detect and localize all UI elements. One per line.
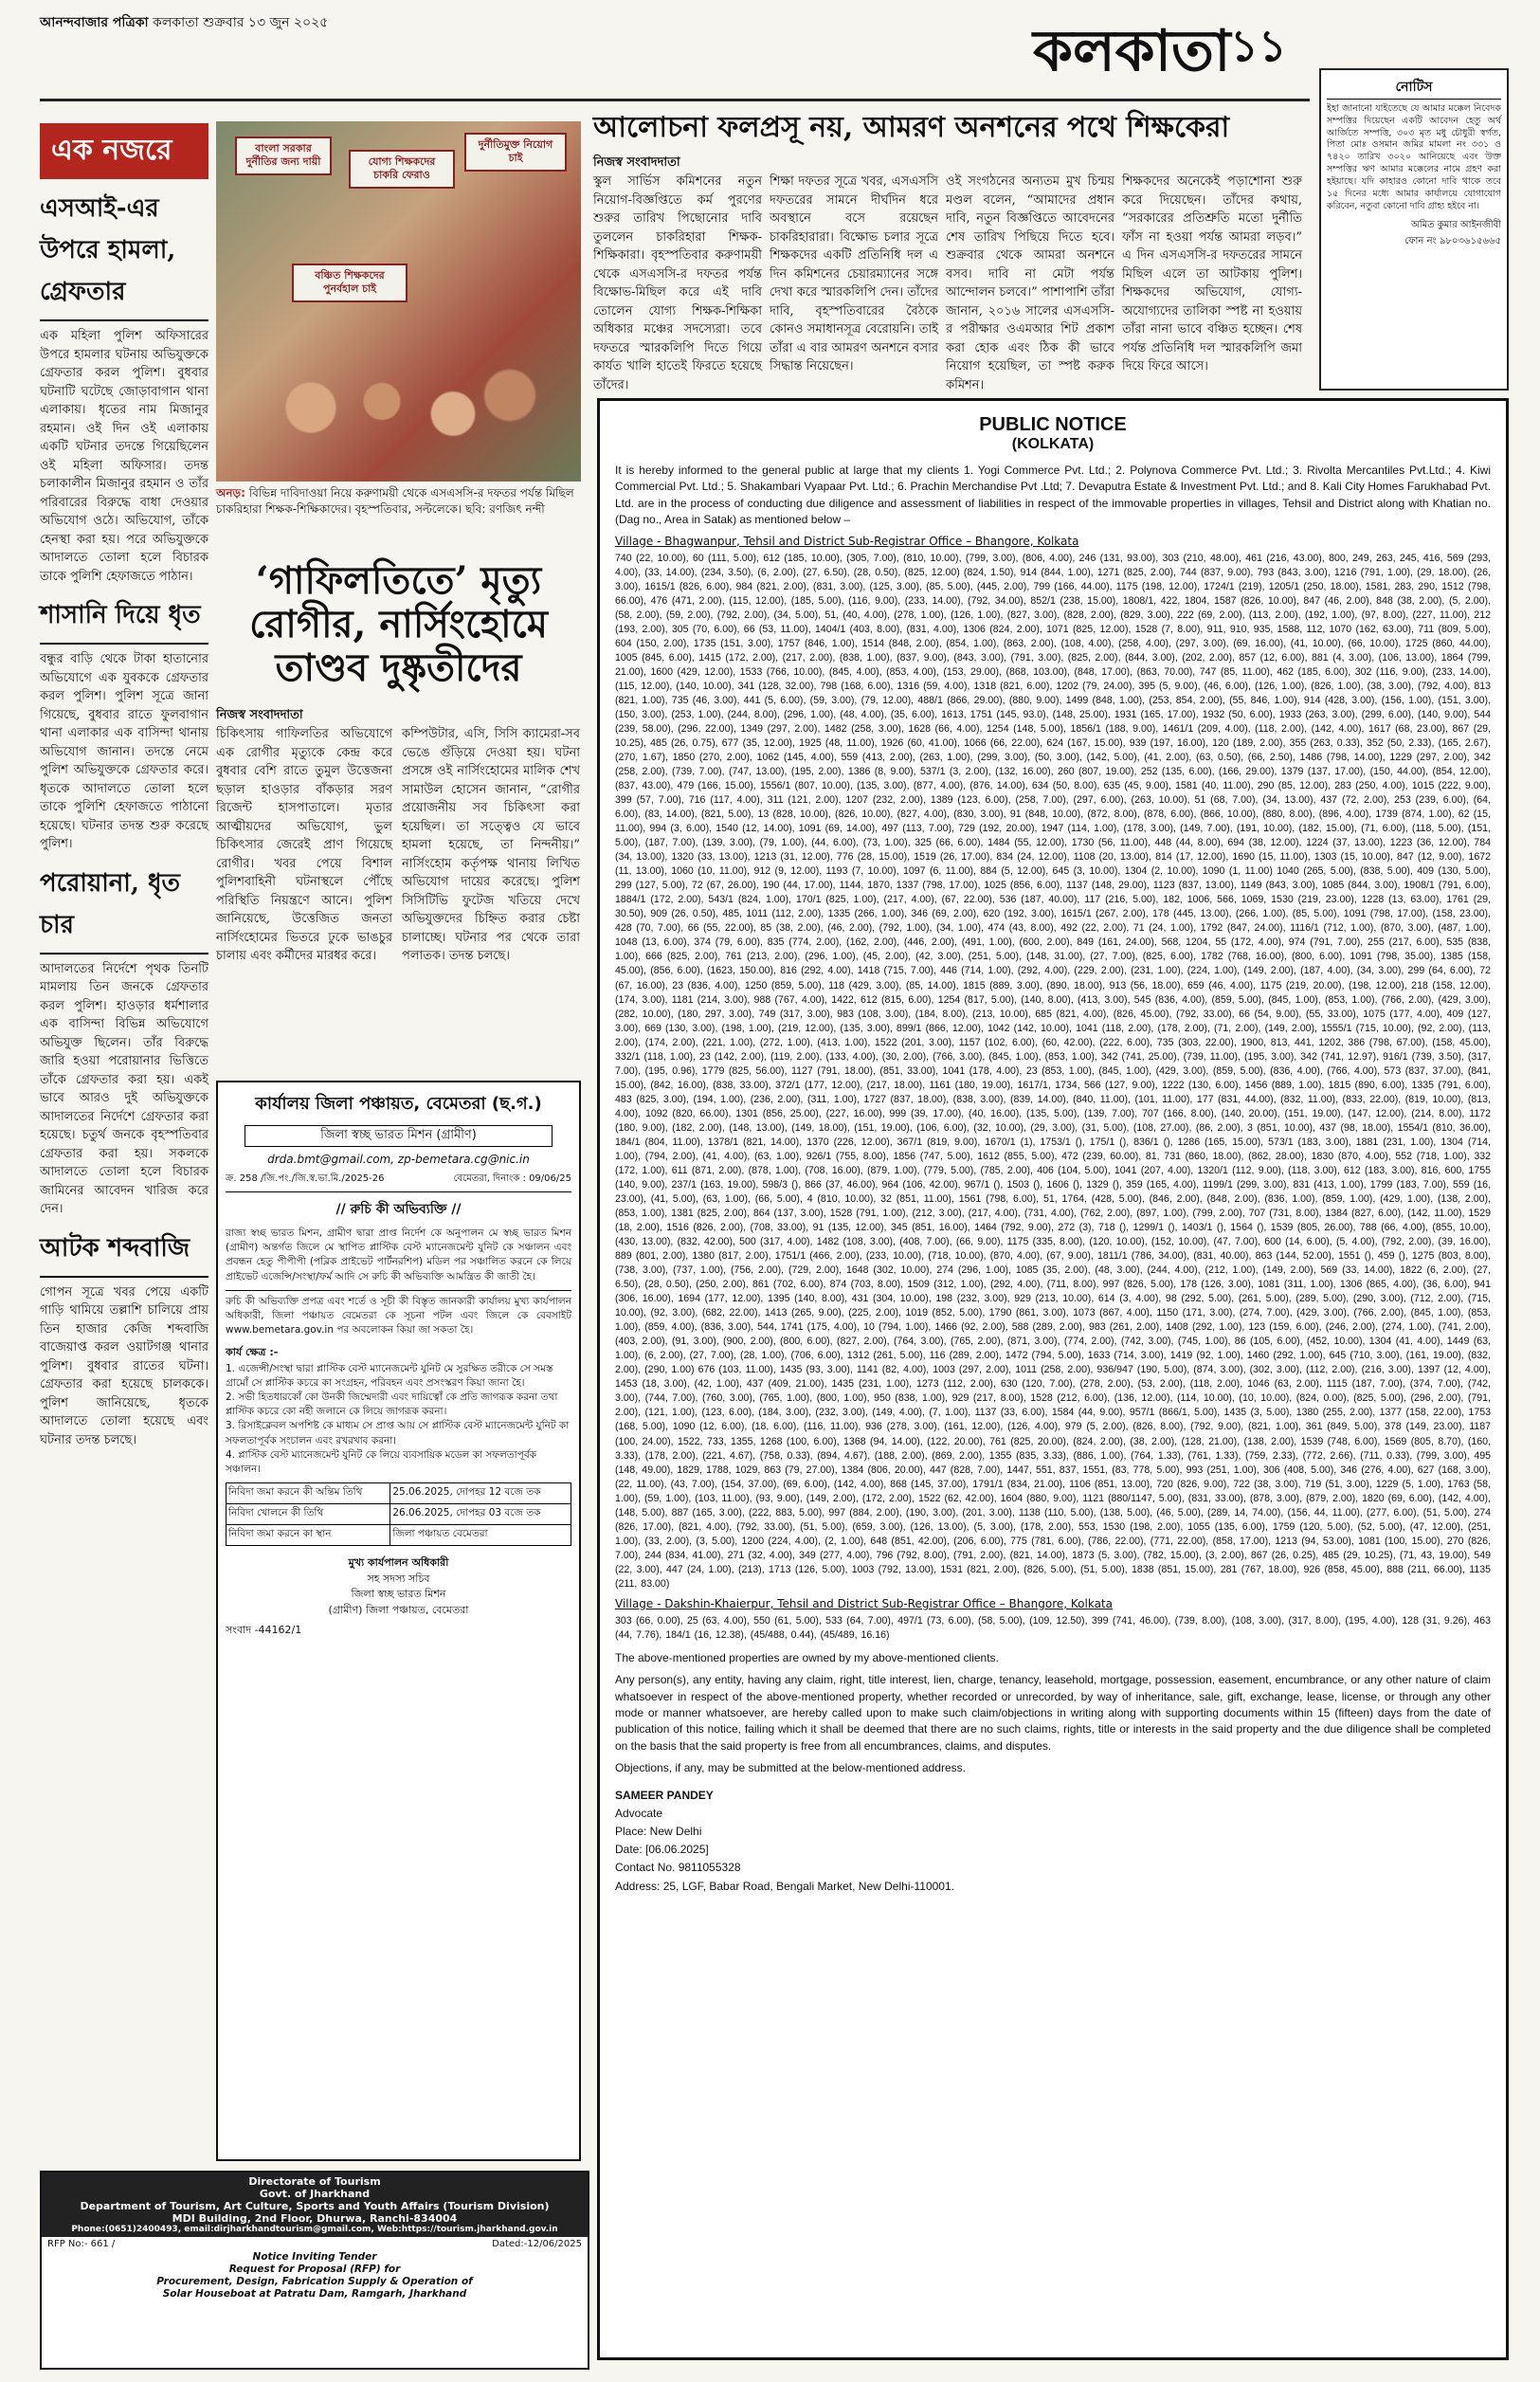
glance-body: বন্ধুর বাড়ি থেকে টাকা হাতানোর অভিযোগে এক যুবককে গ্রেফতার করল পুলিশ। পুলিশ সূত্রে জানা গিয়েছে, বুধবার রাতে ফুলবাগান থানা এলাকার এক বাসিন্দা থানায় অভিযোগ জানান। তদন্তে নেমে পুলিশ অভিযুক্তকে গ্রেফতার করে। ধৃতকে আদালতে তোলা হলে তাকে পুলিশি হেফাজতে পাঠানো হয়েছে। ঘটনার তদন্ত শুরু করেছে পুলিশ। — [40, 652, 208, 851]
cg-date-value: 25.06.2025, দোপহর 12 বজে তক — [390, 1483, 571, 1504]
date-text: কলকাতা শুক্রবার ১৩ জুন ২০২৫ — [153, 15, 329, 30]
date: Date: [06.06.2025] — [615, 1843, 709, 1857]
jh-title: Procurement, Design, Fabrication Supply & Operation of — [156, 2276, 473, 2288]
second-byline: নিজস্ব সংবাদদাতা — [216, 708, 303, 722]
notice-subtitle: (KOLKATA) — [1011, 436, 1095, 452]
cg-date-row — [226, 1525, 571, 1546]
cg-intro: রাজ্য স্বচ্ছ ভারত মিশন, গ্রামীণ দ্বারা প্রাপ্ত নির্দেশ কে অনুপালন মে স্বচ্ছ ভারত মিশন (গ্রামীণ) অন্তর্গত জিলে মে স্থাপিত প্লাস্টিক বেস্ট ম্যানেজমেন্ট যুনিট কে সঞ্চালন এবং প্রবন্ধন হেতু পীপীপী (পব্লিক প্রাইভেট পার্টনরশিপ) মডিল পর সঞ্চালিত করনে কে লিয়ে প্রাইভেট এজেন্সি/সংস্থা/ফর্ম আদি সে রুচি কী অভিব্যক্তি আমন্ত্রিত কী জাতী হৈ। — [226, 1227, 571, 1282]
jh-rfp-no: RFP No:- 661 / — [47, 2239, 116, 2249]
lead-headline: আলোচনা ফলপ্রসূ নয়, আমরণ অনশনের পথে শিক্ষকেরা — [593, 111, 1230, 144]
photo-caption — [216, 485, 581, 544]
cg-email: drda.bmt@gmail.com, zp-bemetara.cg@nic.in — [267, 1153, 530, 1166]
cg-site-note: রুচি কী অভিব্যক্তি প্রপত্র এবং শর্তে ও সূচী কী বিস্তৃত জানকারী কার্যালয় মুখ্য কার্যপালন অধিকারী, জিলা পঞ্চায়ত বেমেতরা কে সূচনা পটল এবং জিলে কে বেবসাইট www.bemetara.gov.in পর অবলোকন কিয়া জা সকতা হৈ। — [226, 1290, 571, 1338]
cg-office: কার্যালয় জিলা পঞ্চায়ত, বেমেতরা (ছ.গ.) — [255, 1094, 542, 1114]
jh-dept: Directorate of Tourism — [248, 2175, 381, 2188]
cg-work-item: 4. প্লাস্টিক বেস্ট ম্যানেজমেন্ট যুনিট কে লিয়ে ব্যবসায়িক মডেল কা সফলতাপূর্বক সঞ্চালন। — [226, 1448, 537, 1476]
jh-dept: MDI Building, 2nd Floor, Dhurwa, Ranchi-834004 — [172, 2212, 458, 2225]
small-notice-phone: ফোন নং ৯৮০৩৬১৫৬৬৫ — [1404, 236, 1501, 247]
notice-signature — [615, 1787, 1491, 1896]
notice-intro: It is hereby informed to the general public at large that my clients 1. Yogi Commerce Pvt. Ltd.; 2. Polynova Commerce Pvt. Ltd.; 3. Rivolta Mercantiles Pvt.Ltd.; 4. Kiwi Commercial Pvt. Ltd.; 5. Shakambari Vyapaar Pvt. Ltd.; 6. Prachin Merchandise Pvt .Ltd; 7. Devaputra Estate & Investment Pvt. Ltd.; and 8. Kali City Homes Farukhabad Pvt. Ltd. are in the process of conducting due diligence and assessment of liabilities in respect of the immovable properties in villages, Tehsil and District along with Khatian no. (Dag no., Area in Satak) as mentioned below – — [615, 464, 1491, 527]
small-notice — [1319, 68, 1509, 391]
signatory: SAMEER PANDEY — [615, 1788, 714, 1802]
designation: Advocate — [615, 1806, 663, 1820]
protest-photo — [216, 121, 581, 482]
second-headline-line: তাণ্ডব দুষ্কৃতীদের — [275, 646, 522, 690]
jh-tender-notice — [40, 2171, 589, 2370]
glance-headline: এসআই-এর উপরে হামলা, গ্রেফতার — [40, 189, 208, 321]
lead-column: শিক্ষা দফতর সূত্রে খবর, এসএসসি দফতরের সামনে দীর্ঘদিন ধরে অবস্থানে বসে রয়েছেন চাকরিহারারা। বিক্ষোভ চলার সূত্রে শিক্ষকদের একটি প্রতিনিধি দল এ দিন কমিশনের চেয়ারম্যানের সঙ্গে দেখা করে স্মারকলিপি দেন। তাঁদের দাবি, বৃহস্পতিবারের বৈঠকে কোনও সমাধানসূত্র বেরোয়নি। তাই তাঁরা এ বার আমরণ অনশনে বসার সিদ্ধান্ত নিয়েছেন। — [770, 174, 938, 373]
glance-body: আদালতের নির্দেশে পৃথক তিনটি মামলায় তিন জনকে গ্রেফতার করল পুলিশ। হাওড়ার ধর্মশালার এক বাসিন্দা বিভিন্ন অভিযোগে অভিযুক্ত ছিলেন। তাঁর বিরুদ্ধে জারি হওয়া পরোয়ানার ভিত্তিতে তাঁকে গ্রেফতার করা হয়। একই ভাবে আরও দুই অভিযুক্তকে আদালতের নির্দেশে গ্রেফতার করা হয়েছে। চতুর্থ জনকে বৃহস্পতিবার গ্রেফতার করা হয়। সকলকে আদালতে তোলা হলে বিচারক জামিনের আবেদন খারিজ করে দেন। — [40, 961, 208, 1216]
second-headline-line: ‘গাফিলতিতে’ মৃত্যু — [255, 558, 542, 603]
second-column: কম্পিউটার, এসি, সিসি ক্যামেরা-সব ভেঙে গুঁড়িয়ে দেওয়া হয়। ঘটনা প্রসঙ্গে ওই নার্সিংহোমের মালিক শেখ সামাউল হোসেন জানান, “রোগীর প্রয়োজনীয় সব চিকিৎসা করা হয়েছিল। তা সত্ত্বেও যে ভাবে হামলা হয়েছে, তা নিন্দনীয়।” নার্সিংহোম কর্তৃপক্ষ থানায় লিখিত অভিযোগ দায়ের করেছে। পুলিশ সিসিটিভি ফুটেজ খতিয়ে দেখে অভিযুক্তদের চিহ্নিত করার চেষ্টা চালাচ্ছে। ঘটনার পর থেকে তারা পলাতক। তদন্ত চলছে। — [402, 727, 580, 963]
small-notice-title: নোটিস — [1327, 76, 1501, 100]
notice-outro: Objections, if any, may be submitted at the below-mentioned address. — [615, 1761, 966, 1775]
cg-sub-office: জিলা স্বচ্ছ ভারত মিশন (গ্রামীণ) — [245, 1125, 553, 1147]
small-notice-signature: অমিত কুমার আইনজীবী — [1411, 220, 1501, 231]
glance-banner: এক নজরে — [40, 123, 208, 179]
jh-title: Solar Houseboat at Patratu Dam, Ramgarh, Jharkhand — [162, 2288, 467, 2300]
cg-date-value: জিলা পঞ্চায়ত বেমেতরা — [390, 1525, 571, 1546]
jh-rfp-date: Dated:-12/06/2025 — [492, 2239, 582, 2249]
cg-work-item: 2. সভী হিতধারকোঁ কো উনকী জিম্মেদারী এবং দায়িত্বোঁ কে প্রতি জাগরূক করনা তথা প্লাস্টিক কচরে কো নহী জলানে কে লিয়ে জাগরূক করনা। — [226, 1391, 558, 1418]
cg-signer: সহ সদস্য সচিব — [367, 1572, 430, 1585]
glance-headline: শাসানি দিয়ে ধৃত — [40, 595, 208, 645]
cg-ref: ক্র. 258 /জি.পং./জি.স্ব.ভা.মি./2025-26 — [226, 1173, 385, 1184]
caption-text: বিভিন্ন দাবিদাওয়া নিয়ে করুণাময়ী থেকে এসএসসি-র দফতর পর্যন্ত মিছিল চাকরিহারা শিক্ষক-শিক্ষিকাদের। বৃহস্পতিবার, সল্টলেকে। ছবি: রণজিৎ নন্দী — [216, 486, 574, 516]
date-line — [40, 11, 328, 34]
glance-body: গোপন সূত্রে খবর পেয়ে একটি গাড়ি থামিয়ে তল্লাশি চালিয়ে প্রায় তিন হাজার কেজি শব্দবাজি বাজেয়াপ্ত করল ওয়াটগঞ্জ থানার পুলিশ। বুধবার রাতের ঘটনা। গ্রেফতার করা হয়েছে চালককে। পুলিশ জানিয়েছে, ধৃতকে আদালতে তোলা হয়েছে এবং ঘটনার তদন্ত চলছে। — [40, 1284, 208, 1447]
plot-list: 740 (22, 10.00), 60 (111, 5.00), 612 (185, 10.00), (305, 7.00), (810, 10.00), (799, 3.00), (806, 4.00), 246 (131, 93.00), 303 (210, 48.00), 461 (216, 43.00), 800, 249, 263, 245, 416, 569 (293, 4.00), (33, 14.00), (234, 3.50), (6, 2.00), (27, 6.50), (28, 0.50), (825, 12.00) (824, 1.50), 914 (844, 1.00), 1271 (825, 2.00), 744 (837, 9.00), 793 (843, 3.00), 1216 (791, 1.00), (29, 18.00), (26, 3.00), 1615/1 (826, 6.00), 984 (821, 2.00), (831, 3.00), (125, 3.00), (85, 5.00), (445, 2.00), 799 (166, 44.00), 1175 (198, 12.00), 1724/1 (219), 1205/1 (250, 18.00), 1581, 283, 290, 1512 (798, 66.00), 476 (471, 2.00), (115, 12.00), (185, 5.00), (116, 9.00), (233, 14.00), (792, 34.00), 852/1 (238, 15.00), 1808/1, 422, 1804, 1587 (826, 10.00), 847 (46, 2.00), 848 (38, 2.00), (5, 2.00), (58, 2.00), (59, 2.00), (792, 2.00), (34, 5.00), 51, (40, 4.00), (278, 1.00), (126, 1.00), (827, 3.00), (828, 2.00), (829, 3.00), 222 (69, 2.00), (113, 2.00), (192, 1.00), (97, 8.00), (227, 11.00), 212 (193, 2.00), 305 (70, 6.00), 66 (53, 11.00), 1404/1 (403, 8.00), (831, 4.00), 1306 (824, 2.00), 1071 (825, 12.00), 1528 (7, 8.00), 911, 910, 935, 1588, 112, 1070 (162, 63.00), 711 (809, 5.00), 604 (150, 2.00), 1735 (151, 3.00), 1757 (846, 1.00), 1514 (848, 2.00), (854, 1.00), (863, 2.00), (108, 4.00), (258, 4.00), (297, 3.00), (69, 16.00), (41, 10.00), (66, 10.00), 1725 (860, 44.00), 1005 (845, 6.00), 1415 (172, 2.00), (217, 2.00), (838, 1.00), (837, 9.00), (843, 3.00), (791, 3.00), (825, 2.00), (844, 3.00), (202, 2.00), 857 (12, 6.00), 881 (4, 3.00), (106, 13.00), 1864 (799, 21.00), 1600 (429, 12.00), 1533 (766, 10.00), (845, 4.00), (853, 4.00), (153, 29.00), (868, 103.00), (848, 17.00), (863, 70.00), 747 (85, 11.00), 462 (185, 6.00), 302 (116, 9.00), (233, 14.00), (115, 12.00), (140, 10.00), 341 (128, 32.00), 798 (168, 6.00), 1316 (59, 4.00), 1318 (821, 6.00), 1202 (79, 24.00), 395 (5, 9.00), (46, 6.00), (126, 1.00), (826, 1.00), (38, 3.00), (792, 4.00), 813 (821, 1.00), 735 (46, 3.00), 441 (5, 6.00), (59, 3.00), (79, 12.00), 488/1 (866, 29.00), (880, 9.00), 1499 (848, 1.00), (253, 854, 2.00), (55, 846, 1.00), 914 (428, 3.00), (156, 1.00), (151, 3.00), (150, 3.00), (253, 1.00), (244, 8.00), (296, 1.00), (48, 4.00), (35, 6.00), 1613, 1751 (145, 93.0), (148, 25.00), 1931 (165, 17.00), 1932 (50, 6.00), 1933 (263, 3.00), (299, 6.00), (140, 9.00), 544 (239, 58.00), (296, 22.00), 1349 (297, 2.00), 1482 (258, 3.00), 1628 (66, 4.00), 1254 (148, 5.00), 1856/1 (188, 9.00), 1461/1 (209, 4.00), (118, 2.00), (142, 4.00), 1617 (68, 23.00), 867 (29, 10.25), 485 (26, 0.75), 677 (35, 12.00), 1925 (48, 11.00), 1926 (60, 41.00), 1066 (66, 22.00), 624 (167, 15.00), 939 (197, 16.00), 120 (189, 2.00), 355 (263, 0.33), 352 (50, 2.33), (165, 2.67), (270, 1.67), 1850 (270, 2.00), 1062 (145, 4.00), 559 (413, 2.00), (263, 1.00), (299, 3.00), (50, 3.00), (142, 5.00), (41, 2.00), (63, 0.50), (66, 2.50), 1486 (798, 14.00), 1229 (297, 2.00), 342 (258, 2.00), (739, 7.00), (747, 13.00), (195, 2.00), 1386 (8, 9.00), 537/1 (3, 2.00), (132, 16.00), 260 (807, 19.00), 252 (135, 6.00), (166, 29.00), 1379 (137, 17.00), (150, 44.00), (854, 12.00), (837, 43.00), 479 (166, 15.00), 1556/1 (807, 10.00), (135, 3.00), (877, 4.00), (876, 14.00), 634 (50, 8.00), 635 (45, 9.00), 1581 (40, 11.00), 290 (85, 12.00), 283 (250, 4.00), 1015 (222, 9.00), 399 (57, 7.00), 716 (117, 4.00), 311 (121, 2.00), 1207 (232, 2.00), 1389 (123, 6.00), (258, 7.00), (297, 6.00), (263, 10.00), 51 (68, 7.00), (34, 13.00), 437 (72, 2.00), 253 (239, 6.00), (64, 6.00), (83, 14.00), (821, 5.00), 13 (828, 10.00), (826, 10.00), (827, 4.00), (830, 3.00), 91 (848, 10.00), (872, 8.00), (878, 6.00), (866, 10.00), (880, 8.00), (896, 4.00), 1739 (874, 1.00), 62 (15, 11.00), 994 (3, 6.00), 1540 (12, 14.00), 1091 (69, 14.00), 497 (113, 7.00), 729 (192, 20.00), 1947 (114, 1.00), (178, 3.00), (149, 7.00), (191, 10.00), (182, 15.00), (71, 6.00), (118, 5.00), (151, 5.00), (187, 7.00), (139, 3.00), (79, 1.00), (44, 6.00), (73, 1.00), 325 (66, 6.00), 1484 (55, 12.00), 1730 (56, 11.00), 448 (44, 8.00), 694 (38, 12.00), 1224 (37, 13.00), 1223 (36, 12.00), 784 (34, 13.00), 1320 (33, 13.00), 1213 (31, 12.00), 776 (28, 15.00), 1519 (26, 17.00), 834 (24, 12.00), 1108 (20, 13.00), 814 (17, 12.00), 1690 (15, 11.00), 1303 (15, 10.00), 847 (12, 9.00), 1672 (11, 13.00), 1060 (10, 11.00), 912 (9, 12.00), 1193 (7, 10.00), 1097 (6, 11.00), 884 (5, 12.00), 645 (3, 10.00), 1304 (2, 10.00), 1090 (1, 11.00) 1040 (265, 5.00), (838, 5.00), 409 (130, 5.00), 299 (127, 5.00), 72 (67, 26.00), 190 (44, 17.00), 1144, 1870, 1337 (798, 17.00), 1025 (856, 6.00), 1137 (148, 29.00), 1123 (837, 13.00), 1149 (843, 3.00), 1085 (844, 3.00), 1908/1 (791, 6.00), 1884/1 (172, 2.00), 543/1 (824, 1.00), 170/1 (825, 1.00), (217, 4.00), (67, 22.00), 536 (187, 40.00), 117 (216, 5.00), 182, 1006, 566, 1069, 1530 (219, 23.00), 1228 (13, 63.00), 1761 (29, 30.50), 909 (26, 0.50), 485, 1011 (112, 2.00), 1335 (266, 1.00), 346 (69, 2.00), 620 (192, 3.00), 1615/1 (267, 2.00), 178 (445, 13.00), (266, 1.00), (85, 5.00), 1091 (798, 17.00), (158, 23.00), 428 (70, 7.00), 66 (55, 22.00), 85 (38, 2.00), (46, 2.00), (792, 1.00), (34, 1.00), 474 (43, 8.00), 492 (22, 2.00), 71 (24, 1.00), 1792 (847, 24.00), 1116/1 (712, 1.00), (870, 3.00), (487, 1.00), 1048 (13, 6.00), 374 (79, 6.00), 835 (774, 2.00), (162, 2.00), (446, 2.00), (491, 1.00), (600, 2.00), 849 (161, 24.00), 568, 1204, 55 (172, 4.00), 974 (791, 7.00), 255 (217, 6.00), 535 (838, 1.00), 666 (825, 2.00), 761 (213, 2.00), (296, 1.00), (45, 2.00), (42, 3.00), (251, 5.00), (148, 31.00), (27, 7.00), (825, 6.00), 1782 (768, 16.00), (800, 6.00), 1091 (798, 35.00), 1385 (158, 45.00), (856, 6.00), (1623, 150.00), 816 (292, 4.00), 1418 (715, 7.00), 446 (714, 1.00), (292, 4.00), (229, 2.00), (231, 1.00), (224, 1.00), (149, 2.00), (187, 4.00), (34, 3.00), 299 (64, 6.00), 72 (67, 16.00), 23 (836, 4.00), 1250 (859, 5.00), 118 (429, 3.00), (85, 14.00), 1815 (889, 3.00), (890, 18.00), 913 (56, 18.00), 659 (46, 4.00), 1175 (219, 20.00), (198, 12.00), 218 (158, 12.00), (174, 3.00), 1181 (214, 3.00), 988 (767, 4.00), 1422, 612 (815, 6.00), 1254 (817, 5.00), (140, 8.00), (413, 3.00), 545 (836, 4.00), (859, 5.00), (845, 1.00), (853, 1.00), (766, 2.00), (429, 3.00), (282, 10.00), (180, 297, 3.00), 749 (317, 3.00), 983 (108, 3.00), (184, 8.00), (213, 10.00), 685 (821, 4.00), (826, 45.00), (792, 33.00), 66 (54, 9.00), (55, 33.00), 1075 (177, 4.00), 409 (127, 3.00), 669 (130, 3.00), (198, 1.00), (219, 12.00), (135, 3.00), 899/1 (866, 12.00), 1042 (142, 10.00), 1041 (118, 2.00), (178, 2.00), (71, 2.00), (149, 2.00), 1555/1 (715, 10.00), (92, 2.00), (113, 2.00), (174, 2.00), (221, 1.00), (272, 1.00), (413, 1.00), 1522 (201, 3.00), 1157 (102, 6.00), (60, 42.00), (222, 6.00), 735 (303, 22.00), 1900, 813, 441, 1202, 386 (798, 67.00), (158, 45.00), 332/1 (118, 1.00), 23 (142, 2.00), (119, 2.00), (133, 4.00), (30, 2.00), (766, 3.00), (845, 1.00), (853, 1.00), 342 (741, 25.00), (739, 11.00), (195, 3.00), 342 (741, 12.97), 916/1 (739, 3.50), (317, 7.00), (195, 0.96), 1779 (825, 56.00), 1127 (791, 18.00), (851, 33.00), 1041 (178, 4.00), 23 (853, 1.00), (845, 1.00), (429, 3.00), (859, 5.00), (836, 4.00), (766, 4.00), 573 (837, 37.00), (841, 15.00), (842, 16.00), (838, 33.00), 372/1 (177, 12.00), (217, 18.00), 1161 (180, 19.00), 1617/1, 1734, 566 (127, 9.00), 1222 (130, 6.00), 1456 (889, 1.00), 1815 (890, 6.00), 1335 (791, 6.00), 483 (825, 3.00), (194, 1.00), (236, 2.00), (311, 1.00), 1727 (837, 18.00), (838, 3.00), (839, 14.00), (840, 11.00), (101, 11.00), 177 (831, 44.00), (832, 11.00), (833, 22.00), (819, 10.00), (813, 4.00), 1092 (820, 66.00), 1301 (856, 25.00), (227, 16.00), 999 (39, 17.00), (40, 16.00), (135, 5.00), (139, 7.00), 707 (166, 8.00), (140, 20.00), (151, 19.00), (147, 12.00), (214, 8.00), 1172 (180, 9.00), (182, 2.00), (148, 13.00), (149, 18.00), (151, 19.00), (106, 6.00), (32, 10.00), (29, 3.00), (31, 5.00), (108, 27.00), (86, 2.00), 3 (851, 10.00), 437 (98, 18.00), 1554/1 (810, 36.00), 184/1 (804, 11.00), 1378/1 (821, 14.00), 1370 (226, 12.00), 367/1 (819, 9.00), 1670/1 (1), 1753/1 (), 175/1 (), 836/1 (), 1286 (165, 15.00), 573/1 (183, 3.00), 1881 (231, 1.00), 1304 (714, 1.00), (794, 2.00), (41, 4.00), (63, 1.00), 926/1 (755, 8.00), 1856 (747, 5.00), 1612 (855, 5.00), 472 (239, 60.00), 81, 731 (860, 18.00), (862, 28.00), 1830 (870, 4.00), 552 (718, 1.00), 332 (172, 1.00), 611 (871, 2.00), (878, 1.00), (708, 16.00), (879, 1.00), (779, 5.00), (785, 2.00), 406 (104, 5.00), 1041 (207, 4.00), 1320/1 (112, 9.00), (118, 3.00), 612 (183, 3.00), 816, 600, 1755 (140, 9.00), 237/1 (163, 19.00), 598/3 (), 866 (37, 46.00), 964 (106, 42.00), 967/1 (), 1503 (), 1606 (), 1329 (), 359 (165, 4.00), 1199/1 (299, 3.00), 831 (413, 1.00), 1799 (183, 7.00), 559 (16, 23.00), (41, 5.00), (63, 1.00), (66, 5.00), 4 (810, 10.00), 32 (851, 11.00), 1561 (798, 6.00), 51, 1764, (428, 5.00), (846, 2.00), (848, 2.00), (836, 1.00), (859, 1.00), (429, 1.00), (138, 2.00), (853, 1.00), 1381 (825, 2.00), 864 (137, 3.00), 1528 (791, 1.00), (212, 3.00), (217, 4.00), (731, 4.00), (762, 2.00), (897, 1.00), (799, 2.00), 707 (731, 8.00), 1384 (827, 6.00), (142, 11.00), 1529 (18, 2.00), 1516 (826, 2.00), (708, 33.00), 91 (135, 12.00), 345 (851, 16.00), 1464 (792, 9.00), 272 (3), 718 (), 1299/1 (), 1403/1 (), 1564 (), 1539 (805, 26.00), 788 (66, 4.00), (855, 10.00), (430, 13.00), (832, 42.00), 500 (317, 4.00), 1482 (108, 3.00), (408, 7.00), (66, 9.00), 1175 (335, 8.00), (120, 10.00), (152, 10.00), (47, 7.00), 600 (14, 6.00), (5, 4.00), (792, 2.00), (39, 16.00), 889 (801, 2.00), 1380 (817, 2.00), 1751/1 (466, 2.00), (233, 10.00), (718, 10.00), (870, 4.00), (67, 9.00), 1811/1 (786, 34.00), (831, 40.00), 863 (144, 52.00), 1551 (), 459 (), 1275 (803, 8.00), (738, 3.00), (737, 1.00), (756, 2.00), (729, 2.00), 1648 (302, 10.00), 274 (296, 1.00), 1085 (35, 2.00), (48, 3.00), (244, 4.00), (212, 1.00), (149, 2.00), 569 (33, 14.00), 1822 (6, 2.00), (27, 6.50), (28, 0.50), (250, 2.00), 861 (702, 6.00), 874 (703, 8.00), 1509 (312, 1.00), (292, 4.00), (711, 8.00), 997 (826, 5.00), 178 (126, 3.00), 1081 (311, 1.00), 1306 (865, 4.00), (36, 6.00), 941 (306, 16.00), 1694 (177, 12.00), 1395 (140, 8.00), 431 (304, 10.00), 198 (232, 3.00), 929 (213, 10.00), 614 (3, 4.00), 98 (292, 5.00), (261, 5.00), (289, 5.00), (290, 3.00), (712, 2.00), (715, 10.00), (92, 3.00), (682, 22.00), 1413 (265, 9.00), (225, 2.00), 1019 (852, 5.00), 1790 (861, 3.00), 1073 (867, 4.00), 1150 (171, 3.00), (274, 7.00), (429, 3.00), (766, 2.00), (845, 1.00), (853, 1.00), (859, 4.00), (836, 3.00), 544, 1741 (175, 4.00), 10 (794, 1.00), 1466 (92, 2.00), 588 (289, 2.00), 983 (261, 2.00), 1408 (292, 1.00), 123 (159, 6.00), (246, 2.00), (274, 1.00), (741, 2.00), (403, 2.00), (91, 3.00), (900, 2.00), (800, 6.00), (827, 2.00), (764, 3.00), (765, 2.00), (871, 3.00), (774, 2.00), (742, 3.00), (745, 1.00), 86 (105, 6.00), (452, 10.00), 1304 (41, 4.00), 1449 (63, 1.00), (6, 2.00), (27, 7.00), (28, 1.00), (706, 6.00), 1312 (261, 5.00), 116 (289, 2.00), 1472 (794, 5.00), 1633 (714, 3.00), 1419 (92, 1.00), 1460 (292, 1.00), 645 (710, 3.00), (161, 19.00), (832, 2.00), (290, 1.00) 676 (103, 11.00), 1435 (93, 3.00), 1141 (82, 4.00), 1003 (297, 2.00), 1011 (258, 2.00), 936/947 (190, 5.00), (874, 3.00), (302, 3.00), (112, 2.00), (216, 3.00), 1397 (12, 4.00), 1453 (18, 3.00), (42, 1.00), 437 (409, 21.00), 1435 (231, 1.00), 1273 (112, 2.00), 630 (120, 7.00), (278, 2.00), (53, 2.00), (118, 2.00), 1046 (63, 2.00), 1115 (187, 7.00), (374, 7.00), (742, 3.00), (744, 7.00), (760, 3.00), (765, 1.00), (800, 1.00), 950 (838, 1.00), 929 (217, 8.00), 1528 (212, 6.00), (136, 12.00), (114, 10.00), (10, 10.00), (824, 0.00), (825, 5.00), (296, 2.00), (791, 2.00), (121, 1.00), (123, 6.00), (184, 3.00), (232, 3.00), (149, 4.00), (7, 1.00), 1137 (33, 6.00), 1584 (44, 9.00), 957/1 (866/1, 5.00), 1435 (3, 5.00), 1380 (255, 2.00), 1377 (158, 22.00), 1753 (168, 5.00), 1090 (12, 6.00), (18, 6.00), (116, 11.00), 936 (278, 3.00), (161, 12.00), (126, 4.00), 979 (5, 2.00), (826, 8.00), (792, 9.00), (821, 1.00), 361 (849, 5.00), 378 (149, 23.00), 1187 (100, 24.00), 1522, 733, 1355, 1268 (100, 6.00), 1368 (94, 14.00), (122, 20.00), 761 (825, 20.00), (824, 2.00), (38, 2.00), (128, 21.00), (138, 2.00), 1539 (748, 6.00), 1569 (805, 8.70), (160, 3.33), (178, 2.00), (221, 4.67), (758, 0.33), (894, 4.67), (188, 2.00), (869, 2.00), 1355 (835, 3.33), (886, 1.00), (764, 1.33), (761, 1.33), (759, 2.33), (772, 2.66), (711, 0.33), (799, 3.00), 495 (148, 49.00), 1829, 1788, 1029, 863 (79, 27.00), 1384 (806, 20.00), 447 (828, 7.00), 1447, 551, 837, 1551, (83, 778, 5.00), 993 (251, 1.00), 306 (408, 5.00), 346 (276, 4.00), 627 (168, 3.00), (22, 11.00), (43, 7.00), (154, 37.00), (69, 6.00), (142, 4.00), 868 (145, 37.00), 1791/1 (834, 21.00), 1106 (851, 13.00), 720 (826, 9.00), 722 (38, 3.00), 719 (51, 3.00), 1229 (5, 1.00), 1763 (58, 1.00), (59, 1.00), (103, 11.00), (93, 9.00), (149, 2.00), (172, 2.00), 1522 (62, 42.00), 1604 (880, 9.00), 1121 (880/1147, 5.00), (831, 33.00), (878, 3.00), (879, 2.00), 1820 (69, 6.00), (142, 4.00), (148, 5.00), 887 (165, 3.00), (222, 883, 5.00), 997 (884, 2.00), (190, 3.00), (201, 3.00), 1138 (110, 5.00), (138, 5.00), (46, 5.00), (289, 14, 74.00), (156, 44, 11.00), (277, 6.00), (51, 5.00), 274 (826, 17.00), (821, 4.00), (792, 33.00), (51, 5.00), (659, 3.00), (126, 13.00), (5, 3.00), (178, 2.00), 553, 1530 (198, 2.00), 1055 (135, 6.00), 1759 (120, 5.00), (52, 5.00), (47, 12.00), (251, 1.00), (33, 2.00), (3, 5.00), 1200 (224, 4.00), (2, 1.00), 648 (851, 42.00), (206, 6.00), 775 (781, 6.00), (786, 22.00), (771, 22.00), (858, 17.00), 1213 (94, 53.00), 1081 (100, 15.00), 270 (826, 7.00), 244 (834, 41.00), 271 (32, 4.00), 349 (277, 4.00), 796 (792, 8.00), (791, 2.00), (821, 14.00), 1873 (5, 3.00), (782, 15.00), (3, 2.00), 867 (26, 0.25), 485 (29, 10.25), (71, 43, 19.00), 549 (22, 3.00), 447 (24, 1.00), (213), 1713 (126, 5.00), 1003 (792, 13.00), 1531 (821, 2.00), (826, 5.00), (51, 5.00), 1838 (851, 15.00), 281 (767, 18.00), 926 (858, 45.00), 888 (211, 66.00), 1135 (211, 83.00) — [615, 552, 1491, 1590]
jh-dept: Department of Tourism, Art Culture, Sports and Youth Affairs (Tourism Division) — [80, 2200, 550, 2212]
cg-signer: জিলা স্বচ্ছ ভারত মিশন — [351, 1588, 446, 1601]
cg-date-label: নিবিদা জমা করনে কী অন্তিম তিথি — [226, 1483, 390, 1504]
address: Address: 25, LGF, Babar Road, Bengali Market, New Delhi-110001. — [615, 1879, 954, 1893]
jh-ref-row — [42, 2237, 588, 2251]
notice-outro: The above-mentioned properties are owned by my above-mentioned clients. — [615, 1650, 999, 1664]
cg-dated: বেমেতরা, দিনাংক : 09/06/25 — [453, 1173, 571, 1184]
lead-column: স্কুল সার্ভিস কমিশনের নতুন নিয়োগ-বিজ্ঞপ্তিতে কর্ম পুরণের শুরুর তারিখ পিছোনোর দাবি তুললেন চাকরিহারা শিক্ষক-শিক্ষিকারা। বৃহস্পতিবার করুণাময়ী থেকে এসএসসি-র দফতর পর্যন্ত বিক্ষোভ-মিছিল করে এই দাবি তোলেন যোগ্য শিক্ষক-শিক্ষিকা অধিকার মঞ্চের সদস্যেরা। তবে দফতরে স্মারকলিপি দিতে গিয়ে কার্যত খালি হাতেই ফিরতে হয়েছে তাঁদের। — [593, 174, 762, 392]
jh-dept: Phone:(0651)2400493, email:dirjharkhandtourism@gmail.com, Web:https://tourism.jharkhand.gov.in — [71, 2225, 558, 2234]
masthead-rule — [40, 99, 1310, 101]
lead-byline: নিজস্ব সংবাদদাতা — [593, 155, 680, 170]
cg-dates-table — [226, 1482, 571, 1546]
cg-work-label: কার্য ক্ষেত্র :- — [226, 1345, 279, 1358]
crowd-shape — [254, 358, 538, 482]
small-notice-body: ইহা জানানো যাইতেছে যে আমার মক্কেল নিবেদক সম্পত্তির দিয়েছেন একটি আবেদন হেতু অর্থ আর্জিতে সম্পত্তি, ৩০৩ মৃত মধু চৌধুরী স্বর্গত, পিতা মোঃ ওসমান জমির মামলা নং ৩৩১ ও ৭৪২০ তারিখ ৩০২০ আনিয়েছে এবং উক্ত সম্পত্তির ঋণ আমার মক্কেলের নামে গ্রহণ করা হইয়াছে। যদি কাহারও কোনো দাবি থাকে তবে ১৫ দিনের মধ্যে আমার কার্যালয়ে যোগাযোগ করিবেন, নতুবা কোনো দাবি গ্রাহ্য হইবে না। — [1327, 103, 1501, 211]
cg-tender-notice — [216, 1081, 581, 2161]
second-headline — [216, 559, 581, 690]
cg-date-label: নিবিদা খোলনে কী তিথি — [226, 1504, 390, 1525]
placard: যোগ্য শিক্ষকদের চাকরি ফেরাও — [349, 150, 455, 189]
notice-title: PUBLIC NOTICE — [979, 414, 1127, 435]
place: Place: New Delhi — [615, 1825, 702, 1839]
placard: বাংলা সরকার দুর্নীতির জন্য দায়ী — [235, 136, 332, 175]
cg-date-row — [226, 1483, 571, 1504]
village-label: Village - Dakshin-Khaierpur, Tehsil and District Sub-Registrar Office – Bhangore, Kolkata — [615, 1596, 1113, 1610]
cg-date-value: 26.06.2025, দোপহর 03 বজে তক — [390, 1504, 571, 1525]
cg-signer: মুখ্য কার্যপালন অধিকারী — [348, 1556, 449, 1570]
jh-header — [42, 2173, 588, 2237]
cg-date-label: নিবিদা জমা করনে কা স্থান — [226, 1525, 390, 1546]
cg-code: সংবাদ -44162/1 — [226, 1624, 302, 1637]
section-title: কলকাতা — [1033, 18, 1231, 84]
lead-column: শিক্ষকদের অনেকেই পড়াশোনা শুরু করে দিয়েছেন। তাঁদের কথায়, “সরকারের প্রতিশ্রুতি মতো দুর্নীতি ফাঁস না হওয়া পর্যন্ত আমরা লড়ব।” এ দিন এসএসসি-র দফতরের সামনে মিছিল এলে তা আটকায় পুলিশ। শিক্ষকদের অভিযোগ, যোগ্য-অযোগ্যদের তালিকা স্পষ্ট না হওয়ায় তাঁরা নানা ভাবে বঞ্চিত হচ্ছেন। শেষ পর্যন্ত প্রতিনিধি দল স্মারকলিপি জমা দিয়ে ফিরে আসে। — [1122, 174, 1302, 373]
cg-work-item: 1. এজেন্সী/সংস্থা দ্বারা প্লাস্টিক বেস্ট ম্যানেজমেন্ট যুনিট মে সুরক্ষিত তরীকে সে সমস্ত গ্রামোঁ সে প্লাস্টিক কচরে কা সংগ্রহন, পরিবহন এবং প্রসংস্করণ কিয়া জানা হৈ। — [226, 1362, 553, 1389]
cg-ref-row — [226, 1172, 571, 1192]
jh-title-block — [42, 2251, 588, 2301]
second-column: চিকিৎসায় গাফিলতির অভিযোগে এক রোগীর মৃত্যুকে কেন্দ্র করে বুধবার বেশি রাতে তুমুল উত্তেজনা ছড়াল হাওড়ার বাঁকড়ার সরণ রিজেন্ট হাসপাতালে। মৃতার আত্মীয়দের অভিযোগ, ভুল চিকিৎসার জেরেই প্রাণ গিয়েছে রোগীর। খবর পেয়ে বিশাল পুলিশবাহিনী ঘটনাস্থলে পৌঁছে পরিস্থিতি নিয়ন্ত্রণে আনে। পুলিশ জানিয়েছে, উত্তেজিত জনতা নার্সিংহোমের ভিতরে ঢুকে ভাঙচুর চালায় এবং কর্মীদের মারধর করে। — [216, 727, 392, 963]
cg-signature-block — [226, 1555, 571, 1618]
placard: দুর্নীতিমুক্ত নিয়োগ চাই — [464, 133, 567, 172]
caption-label: অনড়: — [216, 486, 245, 500]
jh-dept: Govt. of Jharkhand — [259, 2188, 371, 2200]
second-headline-line: রোগীর, নার্সিংহোমে — [249, 602, 548, 646]
at-a-glance-column — [40, 123, 208, 2166]
jh-title: Request for Proposal (RFP) for — [228, 2264, 401, 2276]
jh-title: Notice Inviting Tender — [252, 2251, 377, 2263]
cg-signer: (গ্রামীণ) জিলা পঞ্চায়ত, বেমেতরা — [328, 1603, 469, 1616]
public-notice — [597, 398, 1509, 2360]
cg-heading: // রুচি কী অভিব্যক্তি // — [335, 1202, 462, 1217]
glance-headline: আটক শব্দবাজি — [40, 1228, 208, 1278]
cg-date-row — [226, 1504, 571, 1525]
contact: Contact No. 9811055328 — [615, 1861, 741, 1875]
glance-body: এক মহিলা পুলিশ অফিসারের উপরে হামলার ঘটনায় অভিযুক্তকে গ্রেফতার করল পুলিশ। বুধবার ঘটনাটি ঘটেছে জোড়াবাগান থানা এলাকায়। ধৃতের নাম মিজানুর রহমান। ওই দিন ওই এলাকায় একটি ঘটনার তদন্তে গিয়েছিলেন ওই মহিলা অফিসার। তদন্ত চলাকালীন মিজানুর রহমান ও তাঁর পরিবারের বিরুদ্ধে বাধা দেওয়ার অভিযোগ ওঠে। অভিযোগ, তাঁকে হেনস্থা করা হয়। পরে অভিযুক্তকে আদালতে তোলা হলে বিচারক তাকে পুলিশি হেফাজতে পাঠান। — [40, 329, 208, 584]
placard: বঞ্চিত শিক্ষকদের পুনর্বহাল চাই — [292, 264, 408, 302]
page-number: ১১ — [1230, 20, 1287, 71]
lead-column: ওই সংগঠনের অন্যতম মুখ চিন্ময় মণ্ডল বলেন, “আমাদের প্রধান দাবি, নতুন বিজ্ঞপ্তিতে আবেদনের শেষ তারিখ পিছিয়ে দিতে হবে। শুক্রবার থেকে আমরা অনশনে বসব। দাবি না মেটা পর্যন্ত আন্দোলন চলবে।” পাশাপাশি তাঁরা জানান, ২০১৬ সালের এসএসসি-র পরীক্ষার ওএমআর শিট প্রকাশ করা হোক এবং ঠিক কী ভাবে নিয়োগ হয়েছিল, তা স্পষ্ট করুক কমিশন। — [946, 174, 1114, 392]
village-label: Village - Bhagwanpur, Tehsil and District Sub-Registrar Office – Bhangore, Kolkata — [615, 534, 1079, 548]
cg-work-item: 3. রিসাইক্লেবল অপশিষ্ট কে মাধ্যম সে প্রাপ্ত আয় সে প্লাস্টিক বেস্ট ম্যানেজমেন্ট যুনিট কা সফলতাপূর্বক সংচালন এবং রখরখাব করনা। — [226, 1420, 570, 1446]
paper-name: আনন্দবাজার পত্রিকা — [40, 15, 149, 30]
notice-outro: Any person(s), any entity, having any claim, right, title interest, lien, charge, tenancy, leasehold, mortgage, possession, easement, encumbrance, or any other nature of claim whatsoever in respect of the above-mentioned property, whether recorded or unrecorded, by way of inheritance, sale, gift, exchange, lease, license, or through any other mode or manner whatsoever, are hereby called upon to make such claim/objections in writing along with supporting documents within 15 (fifteen) days from the date of publication of this notice, failing which it shall be deemed that there are no such claims, rights, title or interests in the said property and the due diligence shall be completed on the basis that the said property is free from all encumbrances, claims, and disputes. — [615, 1673, 1491, 1753]
plot-list: 303 (66, 0.00), 25 (63, 4.00), 550 (61, 5.00), 533 (64, 7.00), 497/1 (73, 6.00), (58, 5.00), (109, 12.50), 399 (741, 46.00), (739, 8.00), (108, 3.00), (317, 8.00), (195, 4.00), 128 (31, 9.26), 463 (44, 7.76), 184/1 (16, 12.38), (45/488, 0.44), (45/489, 16.16) — [615, 1614, 1491, 1641]
glance-headline: পরোয়ানা, ধৃত চার — [40, 864, 208, 955]
